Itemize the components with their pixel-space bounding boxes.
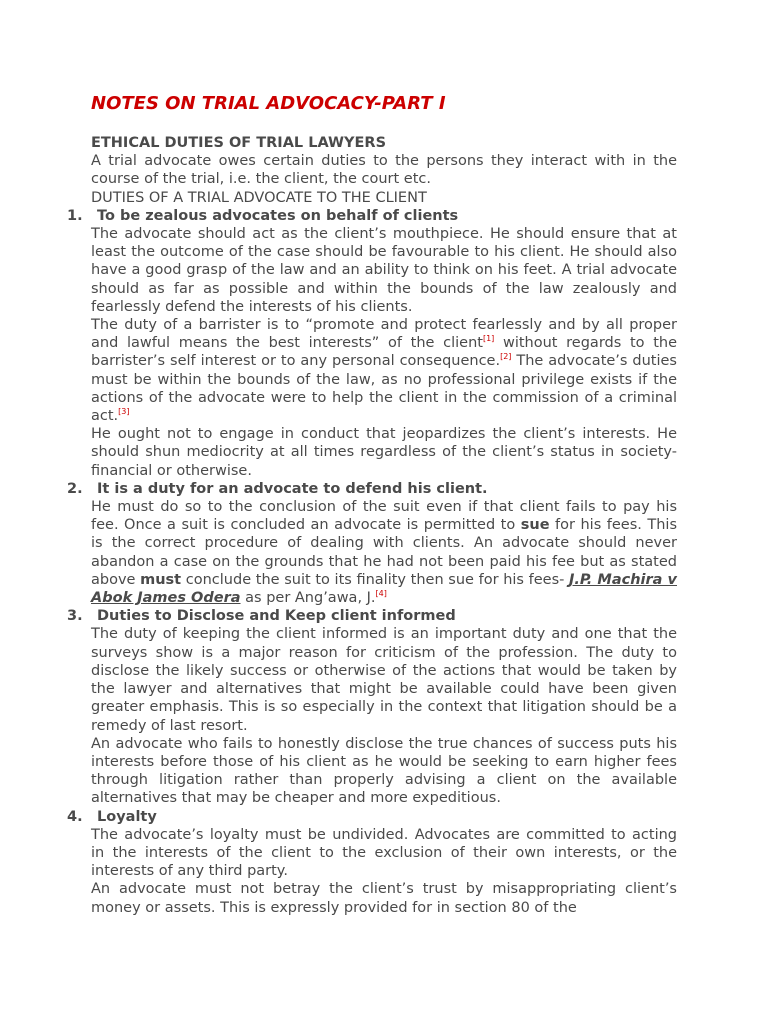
item-1-paragraph-3: He ought not to engage in conduct that jeopardizes the client’s interests. He should shun mediocrity at all times regardless of the client’s status in society- financial or otherwise. xyxy=(91,426,677,479)
item-2-must-word: must xyxy=(140,571,182,588)
item-number-2: 2. xyxy=(67,480,83,497)
item-heading-2 xyxy=(67,480,677,498)
item-2-p1-part-d: as per Ang’awa, J. xyxy=(240,590,376,607)
subheading: DUTIES OF A TRIAL ADVOCATE TO THE CLIENT xyxy=(91,189,427,206)
footnote-link-1[interactable]: [1] xyxy=(482,334,495,344)
item-1-paragraph-2 xyxy=(91,316,677,425)
item-heading-text-3: Duties to Disclose and Keep client informed xyxy=(97,608,456,625)
section-heading: ETHICAL DUTIES OF TRIAL LAWYERS xyxy=(91,135,387,151)
document-page xyxy=(67,92,678,917)
item-4-paragraph-2: An advocate must not betray the client’s trust by misappropriating client’s money or assets. This is expressly provided for in section 80 of the xyxy=(91,881,677,916)
item-2-p1-part-b: for his fees. This is the correct procedure of dealing with clients. An advocate should never abandon a case on the grounds that he had not been paid his fee but as stated above xyxy=(91,517,678,588)
item-heading-4 xyxy=(67,808,677,826)
footnote-link-3[interactable]: [3] xyxy=(118,407,130,417)
item-1-p2-part-c: The advocate’s duties must be within the bounds of the law, as no professional privilege exists if the actions of the advocate were to help the client in the commission of a criminal act. xyxy=(91,353,677,425)
item-heading-text-4: Loyalty xyxy=(97,808,157,825)
item-1-p2-part-a: The duty of a barrister is to “promote and protect fearlessly and by all proper and lawful means the best interests” of the client xyxy=(91,317,677,352)
footnote-link-2[interactable]: [2] xyxy=(500,352,512,362)
case-citation-link[interactable]: J.P. Machira v Abok James Odera xyxy=(91,571,677,607)
item-2-p1-part-a: He must do so to the conclusion of the suit even if that client fails to pay his fee. Once a suit is concluded an advocate is permitted to xyxy=(91,499,677,534)
item-heading-text-1: To be zealous advocates on behalf of clients xyxy=(97,207,459,224)
item-2-p1-part-c: conclude the suit to its finality then sue for his fees- xyxy=(181,571,570,588)
item-2-sue-word: sue xyxy=(520,517,550,534)
item-heading-1 xyxy=(67,207,677,225)
document-title: NOTES ON TRIAL ADVOCACY-PART I xyxy=(91,93,446,114)
item-3-paragraph-2: An advocate who fails to honestly disclose the true chances of success puts his interests before those of his client as he would be seeking to earn higher fees through litigation rather than properly advising a client on the available alternatives that may be cheaper and more expeditious. xyxy=(91,735,677,807)
item-heading-3 xyxy=(67,607,677,625)
item-1-paragraph-1: The advocate should act as the client’s mouthpiece. He should ensure that at least the outcome of the case should be favourable to his client. He should also have a good grasp of the law and an ability to think on his feet. A trial advocate should as far as possible and within the bounds of the law zealously and fearlessly defend the interests of his clients. xyxy=(91,226,677,315)
item-number-4: 4. xyxy=(67,808,83,825)
footnote-link-4[interactable]: [4] xyxy=(375,589,387,599)
item-number-1: 1. xyxy=(67,207,83,224)
item-2-paragraph-1 xyxy=(91,498,677,607)
item-4-paragraph-1: The advocate’s loyalty must be undivided. Advocates are committed to acting in the interests of the client to the exclusion of their own interests, or the interests of any third party. xyxy=(91,826,677,880)
item-heading-text-2: It is a duty for an advocate to defend his client. xyxy=(97,480,488,497)
item-number-3: 3. xyxy=(67,608,83,625)
item-1-p2-part-b: without regards to the barrister’s self interest or to any personal consequence. xyxy=(91,335,677,370)
item-3-paragraph-1: The duty of keeping the client informed is an important duty and one that the surveys show is a major reason for criticism of the profession. The duty to disclose the likely success or otherwise of the actions that would be taken by the lawyer and alternatives that might be available could have been given greater emphasis. This is so especially in the context that litigation should be a remedy of last resort. xyxy=(91,626,677,734)
intro-paragraph: A trial advocate owes certain duties to the persons they interact with in the course of the trial, i.e. the client, the court etc. xyxy=(91,153,677,188)
